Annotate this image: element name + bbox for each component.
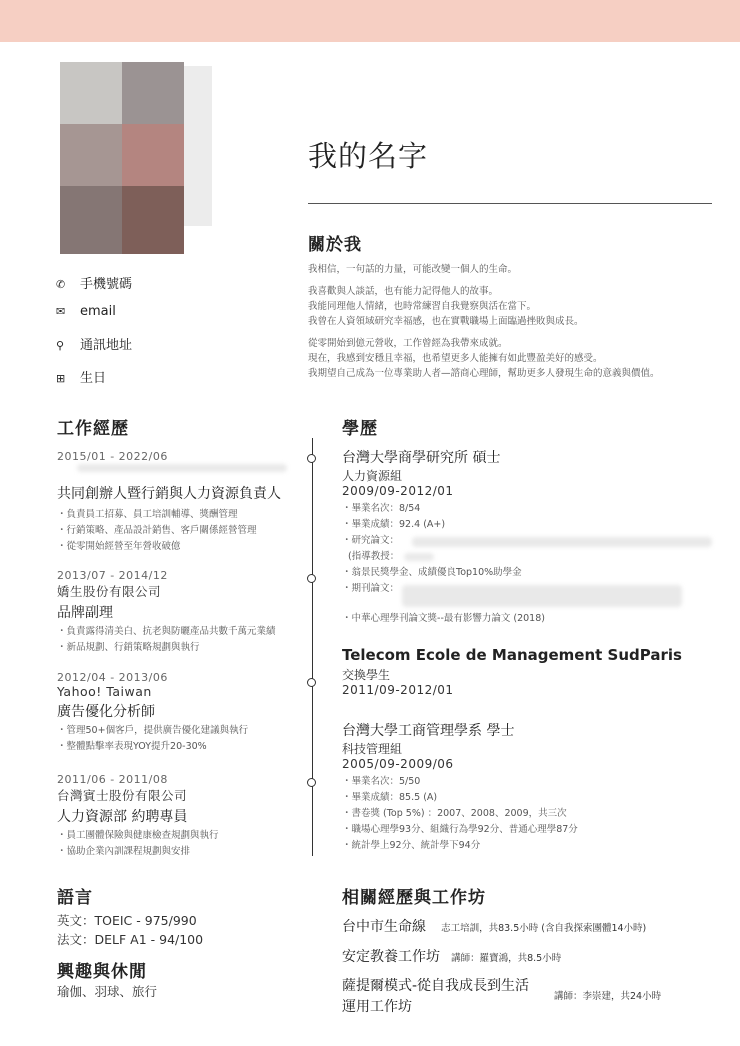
job-bullet: ・新品規劃、行銷策略規劃與執行: [57, 642, 200, 653]
about-line: 我相信，一句話的力量，可能改變一個人的生命。: [308, 264, 518, 275]
redacted-thesis: [412, 537, 712, 547]
job-entry: [57, 450, 307, 555]
gift-icon: ⊞: [56, 372, 66, 385]
workshop-title: 台中市生命線: [342, 919, 426, 935]
photo-shadow: [184, 66, 212, 226]
top-color-bar: [0, 0, 740, 42]
school-date: 2011/09-2012/01: [342, 683, 454, 697]
job-date: 2011/06 - 2011/08: [57, 773, 168, 786]
timeline-dot: [307, 678, 316, 687]
page-title: 我的名字: [308, 139, 429, 173]
job-company: 嬌生股份有限公司: [57, 584, 162, 599]
edu-bullet: ・職場心理學93分、組織行為學92分、普通心理學87分: [342, 824, 578, 835]
job-bullet: ・負責露得清美白、抗老與防曬產品共數千萬元業績: [57, 626, 276, 637]
job-bullet: ・管理50+個客戶，提供廣告優化建議與執行: [57, 725, 249, 736]
timeline-dot: [307, 454, 316, 463]
job-bullet: ・從零開始經營至年營收破億: [57, 541, 181, 552]
job-entry: [57, 773, 307, 860]
workshop-note: 講師：羅寶鴻，共8.5小時: [451, 953, 562, 964]
workshop-title: 安定教養工作坊: [342, 949, 440, 965]
school-dept: 人力資源組: [342, 469, 403, 483]
contact-label: 生日: [80, 371, 107, 386]
workshop-item: [342, 976, 542, 1018]
edu-bullet: ・畢業成績：85.5 (A): [342, 792, 438, 803]
job-company: Yahoo! Taiwan: [57, 684, 152, 699]
job-date: 2015/01 - 2022/06: [57, 450, 168, 463]
map-pin-icon: ⚲: [56, 339, 65, 352]
about-heading: 關於我: [308, 235, 362, 255]
workshop-note: 志工培訓，共83.5小時 (含自我探索團體14小時): [441, 923, 647, 934]
job-bullet: ・行銷策略、產品設計銷售、客戶關係經營管理: [57, 525, 257, 536]
job-company: 台灣賓士股份有限公司: [57, 788, 188, 803]
edu-bullet: ・研究論文：: [342, 535, 400, 546]
school-date: 2005/09-2009/06: [342, 757, 454, 771]
timeline-line: [312, 438, 313, 856]
timeline-dot: [307, 574, 316, 583]
job-date: 2013/07 - 2014/12: [57, 569, 168, 582]
about-line: 我曾在人資領域研究幸福感，也在實戰職場上面臨過挫敗與成長。: [308, 316, 584, 327]
edu-bullet: ・畢業名次：5/50: [342, 776, 421, 787]
timeline-dot: [307, 778, 316, 787]
contact-label: 手機號碼: [80, 277, 133, 292]
workshops-heading: 相關經歷與工作坊: [342, 888, 486, 908]
edu-bullet: ・期刊論文：: [342, 583, 400, 594]
workshop-title: 薩提爾模式-從自我成長到生活: [342, 978, 530, 994]
education-heading: 學歷: [342, 419, 378, 439]
job-bullet: ・整體點擊率表現YOY提升20-30%: [57, 741, 207, 752]
phone-icon: ✆: [56, 278, 66, 291]
school-name: 台灣大學商學研究所 碩士: [342, 450, 501, 466]
job-role: 品牌副理: [57, 605, 113, 621]
about-line: 從零開始到億元營收，工作曾經為我帶來成就。: [308, 338, 508, 349]
education-entry: [342, 447, 722, 627]
edu-bullet: ・翁景民獎學金、成績優良Top10%助學金: [342, 567, 522, 578]
language-item: 法文：DELF A1 - 94/100: [57, 932, 204, 947]
about-section: [308, 262, 718, 381]
workshop-item: [342, 916, 732, 936]
languages-heading: 語言: [57, 888, 93, 908]
work-heading: 工作經歷: [57, 419, 129, 439]
redacted-journal: [402, 585, 682, 607]
language-item: 英文：TOEIC - 975/990: [57, 913, 197, 928]
job-date: 2012/04 - 2013/06: [57, 671, 168, 684]
interests-heading: 興趣與休閒: [57, 962, 147, 982]
contact-birthday: [56, 367, 106, 386]
interests-text: 瑜伽、羽球、旅行: [57, 984, 158, 999]
contact-phone: [56, 273, 132, 292]
job-role: 人力資源部 約聘專員: [57, 809, 188, 825]
school-name: Telecom Ecole de Management SudParis: [342, 646, 682, 664]
school-name: 台灣大學工商管理學系 學士: [342, 723, 515, 739]
workshop-item: [342, 946, 732, 966]
school-dept: 交換學生: [342, 668, 391, 682]
job-bullet: ・員工團體保險與健康檢查規劃與執行: [57, 830, 219, 841]
job-role: 共同創辦人暨行銷與人力資源負責人: [57, 486, 281, 502]
job-bullet: ・負責員工招募、員工培訓輔導、獎酬管理: [57, 509, 238, 520]
envelope-icon: ✉: [56, 305, 66, 318]
contact-email: [56, 304, 116, 319]
education-entry: [342, 720, 722, 854]
job-bullet: ・協助企業內訓課程規劃與安排: [57, 846, 191, 857]
redacted-advisor: [404, 553, 434, 561]
redacted-company: [77, 464, 287, 472]
about-line: 我能同理他人情緒，也時常練習自我覺察與活在當下。: [308, 301, 537, 312]
school-date: 2009/09-2012/01: [342, 484, 454, 498]
about-line: 我喜歡與人談話，也有能力記得他人的故事。: [308, 286, 499, 297]
about-line: 現在，我感到安穩且幸福，也希望更多人能擁有如此豐盈美好的感受。: [308, 353, 603, 364]
job-entry: [57, 569, 307, 656]
contact-address: [56, 334, 132, 353]
education-entry: [342, 646, 722, 697]
workshop-title-cont: 運用工作坊: [342, 999, 412, 1015]
title-divider: [308, 203, 712, 204]
languages-list: [57, 911, 203, 949]
about-line: 我期望自己成為一位專業助人者—諮商心理師，幫助更多人發現生命的意義與價值。: [308, 368, 660, 379]
edu-bullet: ・畢業名次：8/54: [342, 503, 421, 514]
job-entry: [57, 671, 307, 755]
workshop-note: 講師：李崇建，共24小時: [554, 991, 662, 1002]
school-dept: 科技管理組: [342, 742, 403, 756]
edu-bullet: ・畢業成績：92.4 (A+): [342, 519, 446, 530]
contact-label: 通訊地址: [80, 338, 133, 353]
contact-label: email: [80, 304, 116, 319]
edu-bullet: ・書卷獎 (Top 5%) ：2007、2008、2009，共三次: [342, 808, 567, 819]
edu-bullet: (指導教授：: [348, 551, 400, 562]
edu-bullet: ・統計學上92分、統計學下94分: [342, 840, 481, 851]
job-role: 廣告優化分析師: [57, 704, 155, 720]
profile-photo: [60, 62, 184, 254]
edu-bullet: ・中華心理學刊論文獎--最有影響力論文 (2018): [342, 613, 545, 624]
